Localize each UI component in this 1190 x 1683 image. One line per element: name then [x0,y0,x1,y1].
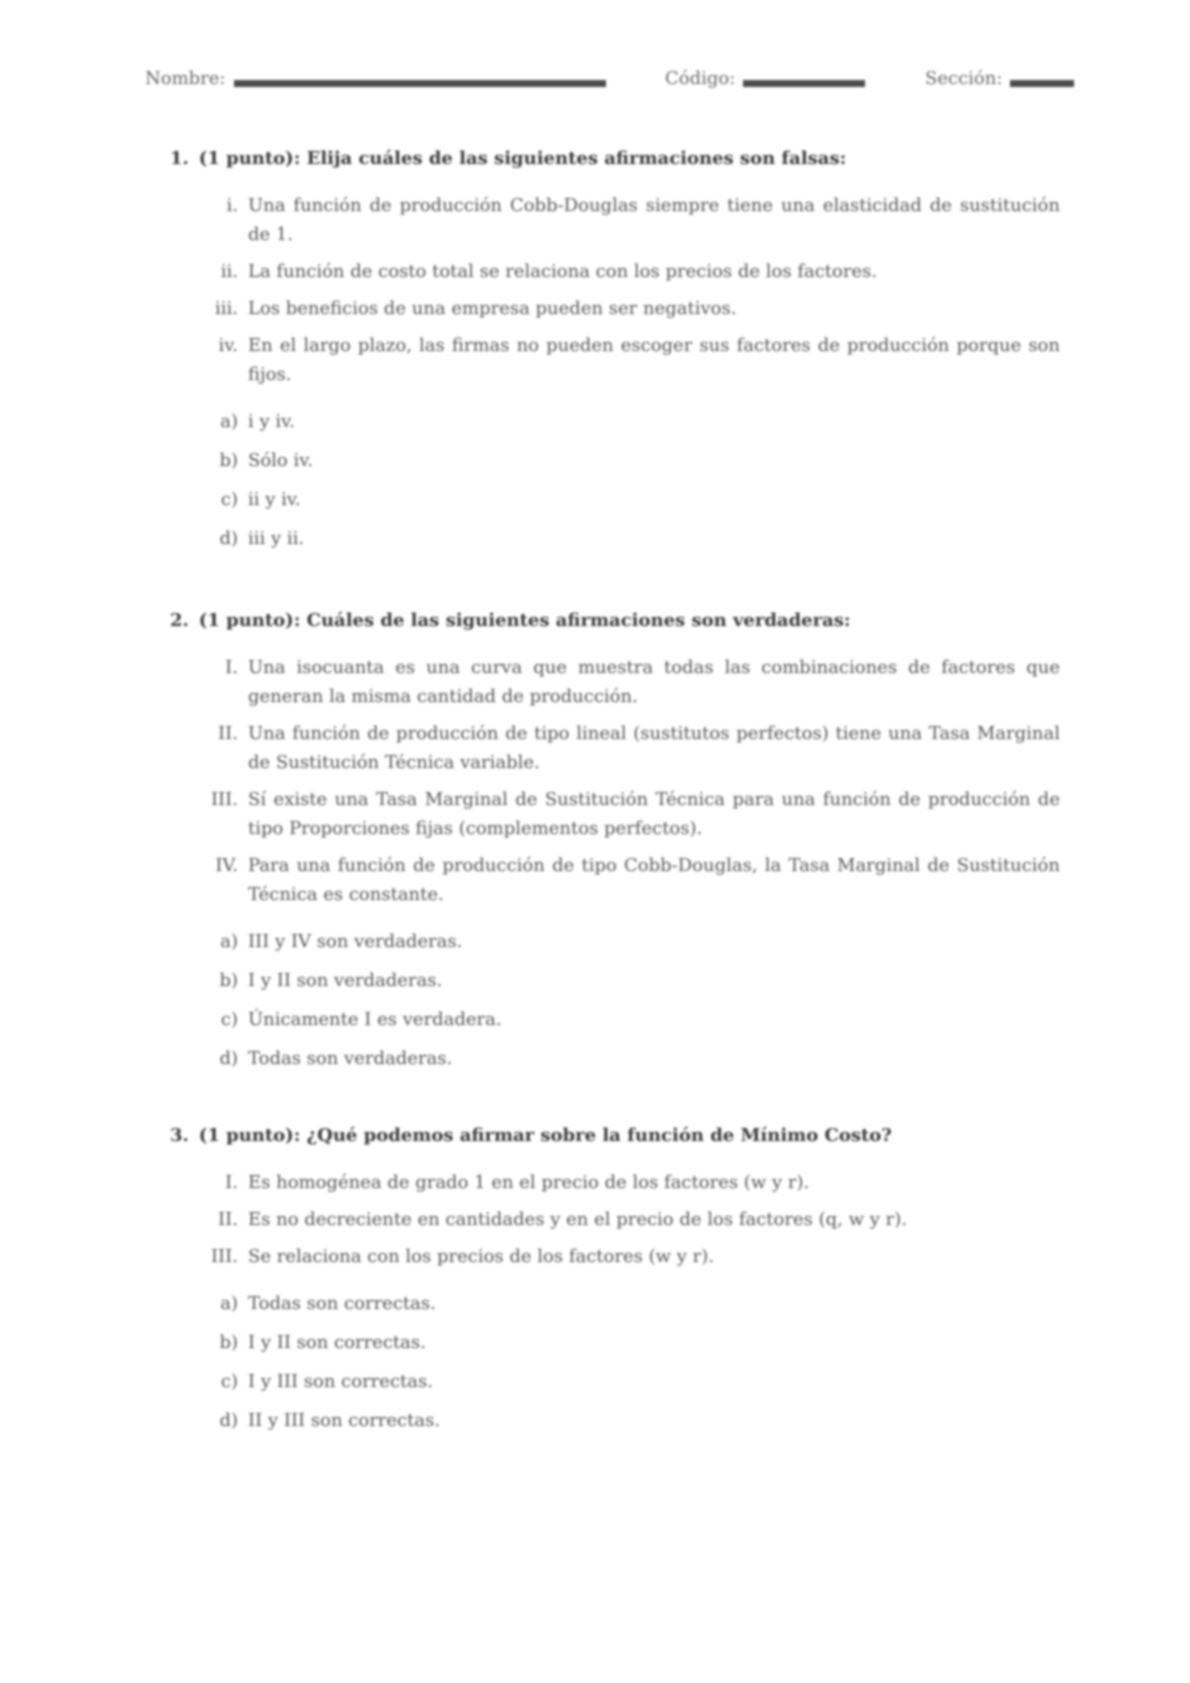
statement-number: iii. [215,298,238,319]
statement-text: Una función de producción Cobb-Douglas siempre tiene una elasticidad de sustitución de 1. [248,195,1060,245]
statement-item [200,257,1060,286]
option-text: Todas son correctas. [248,1293,436,1314]
statement-number: I. [225,657,238,678]
option-list [200,927,1060,1073]
option-text: II y III son correctas. [248,1410,441,1431]
option-item[interactable] [200,1044,1060,1073]
option-text: i y iv. [248,411,295,432]
option-letter: d) [219,1410,238,1431]
statement-item [200,785,1060,843]
statement-list [200,191,1060,389]
code-line [743,80,865,87]
option-letter: b) [219,450,238,471]
option-letter: a) [220,411,238,432]
option-text: I y III son correctas. [248,1371,433,1392]
option-item[interactable] [200,927,1060,956]
question-number: 3. [170,1125,189,1146]
option-item[interactable] [200,524,1060,553]
question-3 [170,1125,1060,1445]
option-text: I y II son verdaderas. [248,970,443,991]
statement-list [200,653,1060,909]
statement-text: Una isocuanta es una curva que muestra todas las combinaciones de factores que generan la misma cantidad de producción. [248,657,1060,707]
option-text: ii y iv. [248,489,301,510]
option-text: I y II son correctas. [248,1332,426,1353]
option-item[interactable] [200,446,1060,475]
code-label: Código: [665,68,736,89]
statement-item [200,294,1060,323]
question-1 [170,148,1060,563]
option-item[interactable] [200,1289,1060,1318]
option-letter: c) [220,1009,238,1030]
statement-item [200,1205,1060,1234]
option-text: Únicamente I es verdadera. [248,1009,502,1030]
statement-item [200,719,1060,777]
option-letter: d) [219,1048,238,1069]
question-2 [170,610,1060,1083]
statement-list [200,1168,1060,1271]
exam-header [145,68,1085,98]
question-title [170,610,1060,631]
statement-number: III. [210,1246,238,1267]
section-line [1010,80,1074,87]
question-number: 2. [170,610,189,631]
option-letter: d) [219,528,238,549]
option-text: iii y ii. [248,528,305,549]
statement-number: ii. [220,261,238,282]
statement-number: iv. [218,335,238,356]
statement-text: Se relaciona con los precios de los factores (w y r). [248,1246,714,1267]
option-item[interactable] [200,966,1060,995]
option-letter: c) [220,489,238,510]
option-list [200,1289,1060,1435]
statement-item [200,331,1060,389]
option-letter: a) [220,1293,238,1314]
statement-text: Una función de producción de tipo lineal (sustitutos perfectos) tiene una Tasa Marginal de Sustitución Técnica variable. [248,723,1060,773]
name-line [234,80,606,87]
statement-text: En el largo plazo, las firmas no pueden escoger sus factores de producción porque son fijos. [248,335,1060,385]
option-letter: a) [220,931,238,952]
statement-text: Los beneficios de una empresa pueden ser negativos. [248,298,737,319]
section-field [925,68,1074,89]
statement-text: Es no decreciente en cantidades y en el precio de los factores (q, w y r). [248,1209,907,1230]
statement-number: II. [218,1209,238,1230]
option-item[interactable] [200,1005,1060,1034]
option-item[interactable] [200,485,1060,514]
option-item[interactable] [200,1406,1060,1435]
option-letter: b) [219,970,238,991]
statement-number: IV. [215,855,238,876]
statement-number: I. [225,1172,238,1193]
question-text: (1 punto): ¿Qué podemos afirmar sobre la función de Mínimo Costo? [198,1125,892,1146]
option-letter: b) [219,1332,238,1353]
option-letter: c) [220,1371,238,1392]
question-title [170,148,1060,169]
statement-item [200,1242,1060,1271]
section-label: Sección: [925,68,1003,89]
statement-item [200,653,1060,711]
option-list [200,407,1060,553]
option-item[interactable] [200,407,1060,436]
statement-number: III. [210,789,238,810]
statement-item [200,191,1060,249]
question-text: (1 punto): Cuáles de las siguientes afirmaciones son verdaderas: [198,610,851,631]
statement-text: La función de costo total se relaciona con los precios de los factores. [248,261,878,282]
statement-number: i. [226,195,238,216]
question-number: 1. [170,148,189,169]
option-text: III y IV son verdaderas. [248,931,463,952]
code-field [665,68,865,89]
statement-text: Sí existe una Tasa Marginal de Sustitución Técnica para una función de producción de tipo Proporciones fijas (complementos perfectos). [248,789,1060,839]
option-item[interactable] [200,1367,1060,1396]
statement-item [200,1168,1060,1197]
question-text: (1 punto): Elija cuáles de las siguientes afirmaciones son falsas: [198,148,847,169]
option-item[interactable] [200,1328,1060,1357]
statement-number: II. [218,723,238,744]
statement-text: Es homogénea de grado 1 en el precio de los factores (w y r). [248,1172,810,1193]
name-field [145,68,606,89]
question-title [170,1125,1060,1146]
option-text: Todas son verdaderas. [248,1048,453,1069]
statement-text: Para una función de producción de tipo Cobb-Douglas, la Tasa Marginal de Sustitución Técnica es constante. [248,855,1060,905]
option-text: Sólo iv. [248,450,313,471]
name-label: Nombre: [145,68,226,89]
statement-item [200,851,1060,909]
